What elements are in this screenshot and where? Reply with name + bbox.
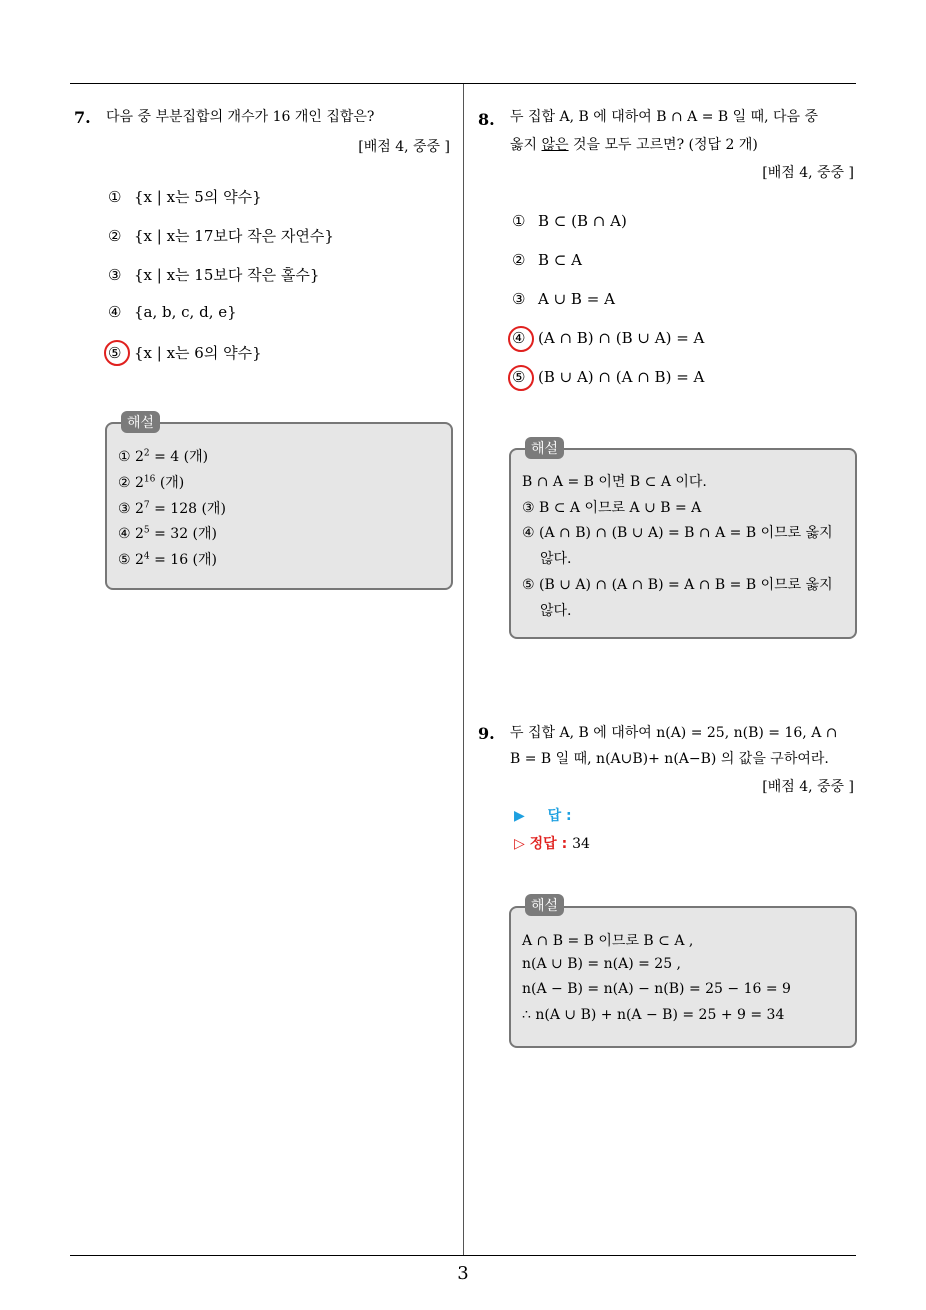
choice-text: {x | x는 5의 약수} xyxy=(134,188,262,206)
choice-text: (B ∪ A) ∩ (A ∩ B) = A xyxy=(538,368,705,386)
choice-text: B ⊂ A xyxy=(538,251,582,269)
q8-solution-line-4: 않다. xyxy=(540,551,572,567)
q8-choice-1[interactable] xyxy=(512,212,627,230)
q8-choice-2[interactable] xyxy=(512,251,582,269)
q8-line1: 두 집합 A, B 에 대하여 B ∩ A = B 일 때, 다음 중 xyxy=(510,109,819,125)
q9-solution-tag: 해설 xyxy=(525,894,564,916)
q8-solution-tag: 해설 xyxy=(525,437,564,459)
q9-solution-box xyxy=(509,906,857,1048)
q9-correct-row xyxy=(514,833,590,853)
q8-solution-line-6: 않다. xyxy=(540,603,572,619)
bottom-rule xyxy=(70,1255,856,1256)
q7-solution-line-3: ③ $2^7 = 128$ (개) xyxy=(118,500,226,517)
choice-mark: ③ xyxy=(108,266,122,284)
q7-choice-3[interactable] xyxy=(108,264,319,285)
choice-text: {x | x는 15보다 작은 홀수} xyxy=(134,266,320,284)
q7-text: 다음 중 부분집합의 개수가 16 개인 집합은? xyxy=(106,109,375,125)
q7-solution-line-2: ② $2^{16}$ (개) xyxy=(118,474,185,491)
q8-line2: 옳지 않은 것을 모두 고르면? (정답 2 개) xyxy=(510,137,758,153)
q8-choice-3[interactable] xyxy=(512,290,615,308)
q9-meta: [배점 4, 중중 ] xyxy=(762,779,854,795)
q7-choice-1[interactable] xyxy=(108,186,262,207)
q8-choice-5[interactable] xyxy=(512,368,704,386)
correct-answer-value: 34 xyxy=(572,836,590,852)
q7-choice-4[interactable] xyxy=(108,303,237,321)
q9-solution-line-2: n(A ∪ B) = n(A) = 25 , xyxy=(522,956,681,972)
q9-solution-line-4: ∴ n(A ∪ B) + n(A − B) = 25 + 9 = 34 xyxy=(522,1007,785,1023)
q7-choice-5[interactable] xyxy=(108,342,262,363)
q9-answer-row[interactable] xyxy=(514,805,572,825)
page-number: 3 xyxy=(457,1263,469,1284)
outline-arrow-icon: ▷ xyxy=(514,836,525,852)
answer-circle-icon xyxy=(104,340,130,366)
choice-text: {a, b, c, d, e} xyxy=(134,303,237,321)
q9-line1: 두 집합 A, B 에 대하여 n(A) = 25, n(B) = 16, A ∩ xyxy=(510,725,838,741)
answer-circle-icon xyxy=(508,365,534,391)
q8-number: 8. xyxy=(478,110,495,129)
q7-solution-line-4: ④ $2^5 = 32$ (개) xyxy=(118,525,217,542)
q8-choice-4[interactable] xyxy=(512,329,704,347)
q8-solution-line-5: ⑤ (B ∪ A) ∩ (A ∩ B) = A ∩ B = B 이므로 옳지 xyxy=(522,577,833,593)
q7-meta: [배점 4, 중중 ] xyxy=(358,139,450,155)
choice-text: A ∪ B = A xyxy=(538,290,615,308)
choice-mark: ① xyxy=(108,188,122,206)
q7-choice-2[interactable] xyxy=(108,225,334,246)
choice-mark: ④ xyxy=(512,329,526,347)
choice-mark: ② xyxy=(512,251,526,269)
column-divider xyxy=(463,84,464,1256)
choice-mark: ③ xyxy=(512,290,526,308)
q8-solution-line-3: ④ (A ∩ B) ∩ (B ∪ A) = B ∩ A = B 이므로 옳지 xyxy=(522,525,833,541)
choice-mark: ⑤ xyxy=(108,344,122,362)
choice-text: {x | x는 6의 약수} xyxy=(134,344,262,362)
answer-label: 답 : xyxy=(547,808,572,824)
q8-meta: [배점 4, 중중 ] xyxy=(762,165,854,181)
q7-solution-line-5: ⑤ $2^4 = 16$ (개) xyxy=(118,551,217,568)
correct-answer-label: 정답 : xyxy=(529,836,568,852)
q9-line2: B = B 일 때, n(A∪B)+ n(A−B) 의 값을 구하여라. xyxy=(510,751,829,767)
q7-solution-tag: 해설 xyxy=(121,411,160,433)
q9-number: 9. xyxy=(478,724,495,743)
q9-solution-line-1: A ∩ B = B 이므로 B ⊂ A , xyxy=(522,933,694,949)
choice-text: B ⊂ (B ∩ A) xyxy=(538,212,627,230)
choice-mark: ① xyxy=(512,212,526,230)
choice-text: (A ∩ B) ∩ (B ∪ A) = A xyxy=(538,329,705,347)
choice-text: {x | x는 17보다 작은 자연수} xyxy=(134,227,334,245)
q8-solution-line-2: ③ B ⊂ A 이므로 A ∪ B = A xyxy=(522,500,702,516)
q7-number: 7. xyxy=(74,108,91,127)
choice-mark: ⑤ xyxy=(512,368,526,386)
play-arrow-icon: ▶ xyxy=(514,808,525,824)
choice-mark: ④ xyxy=(108,303,122,321)
choice-mark: ② xyxy=(108,227,122,245)
q9-solution-line-3: n(A − B) = n(A) − n(B) = 25 − 16 = 9 xyxy=(522,981,791,997)
q8-solution-line-1: B ∩ A = B 이면 B ⊂ A 이다. xyxy=(522,474,707,490)
answer-circle-icon xyxy=(508,326,534,352)
q7-solution-line-1: ① $2^2 = 4$ (개) xyxy=(118,448,209,465)
